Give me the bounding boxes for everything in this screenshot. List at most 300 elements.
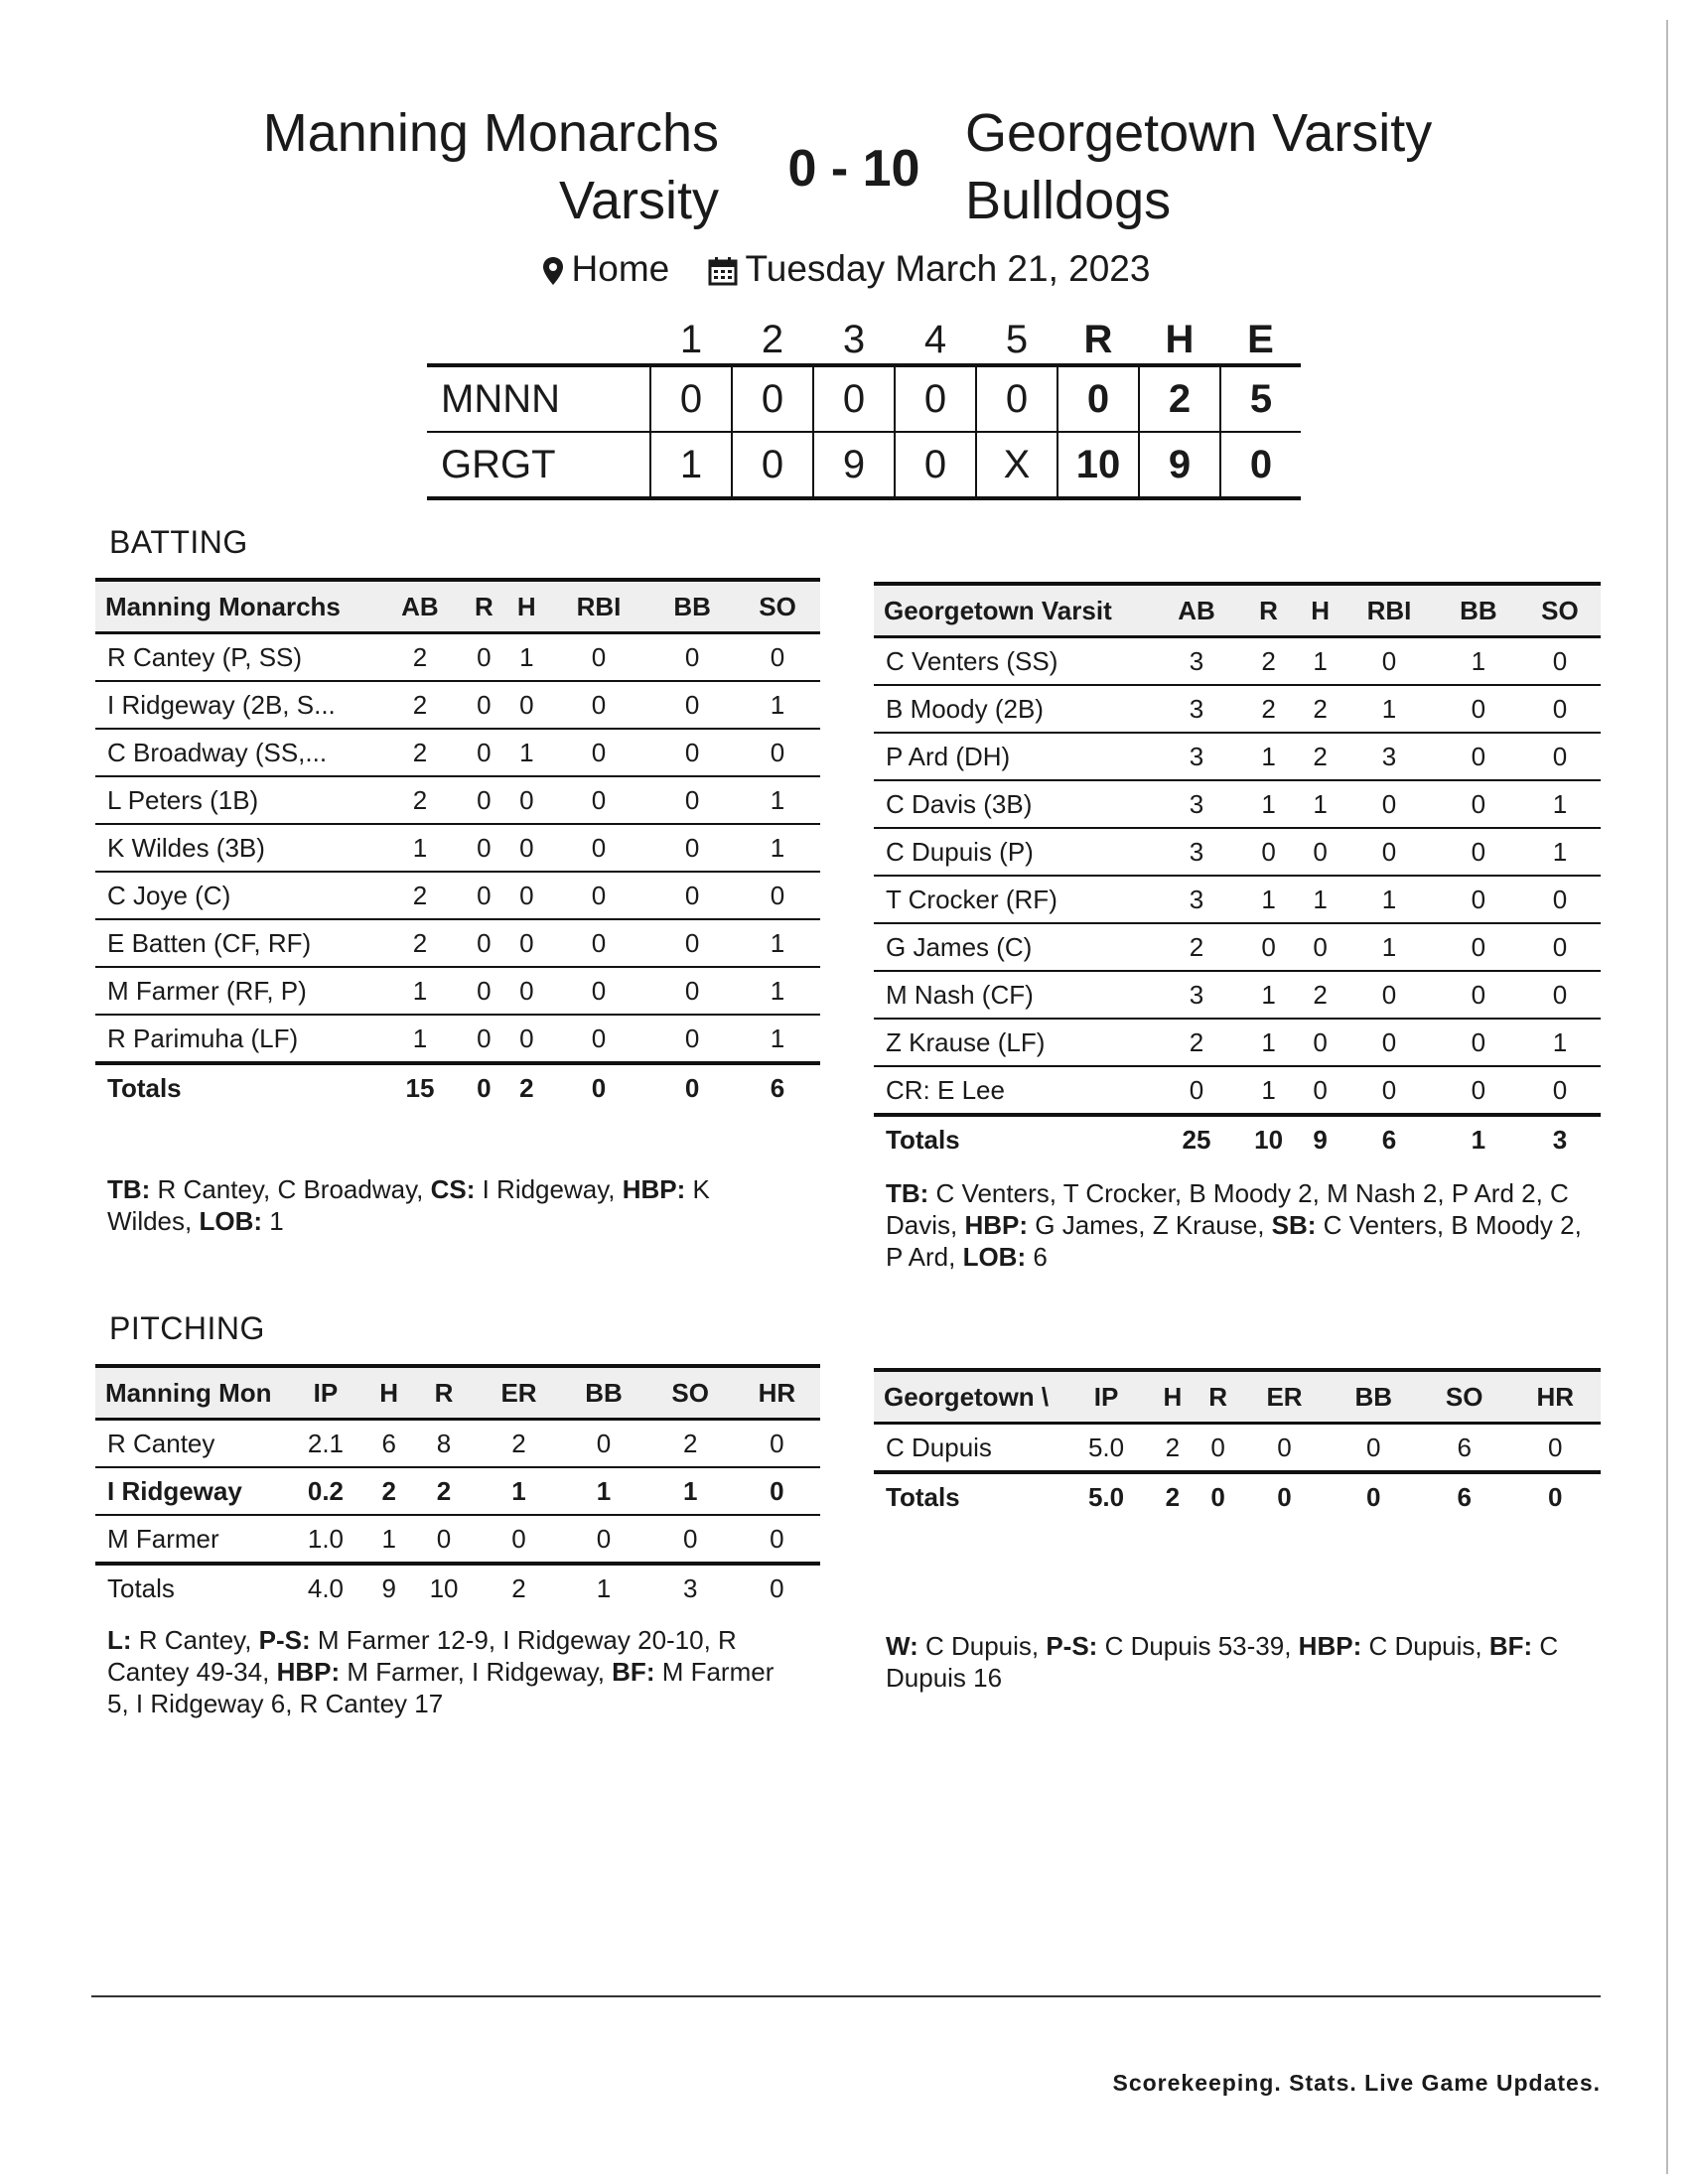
stat-cell: 0 xyxy=(548,681,649,729)
inning-header: 5 xyxy=(1005,317,1029,361)
stat-cell: 1 xyxy=(478,1467,561,1515)
stat-cell: 3 xyxy=(1156,685,1237,733)
stat-header: H xyxy=(1300,584,1340,637)
linescore-team: GRGT xyxy=(427,432,650,498)
stat-header: HR xyxy=(734,1366,820,1420)
stat-cell: 0 xyxy=(1519,637,1601,686)
stat-header: RBI xyxy=(548,580,649,633)
stat-cell: 0 xyxy=(560,1515,646,1564)
totals-row xyxy=(874,1472,1601,1520)
stat-cell: 2 xyxy=(410,1467,477,1515)
stat-cell: 1 xyxy=(1340,685,1438,733)
away-pitching-table xyxy=(874,1368,1601,1520)
note-label: HBP: xyxy=(964,1210,1029,1240)
stat-cell: 0 xyxy=(1438,1019,1519,1066)
stat-cell: 1 xyxy=(1300,637,1340,686)
note-label: LOB: xyxy=(199,1206,263,1236)
away-batting-notes xyxy=(886,1177,1601,1273)
stat-cell: 0 xyxy=(734,1515,820,1564)
stat-cell: 0 xyxy=(505,872,548,919)
stat-cell: 2 xyxy=(367,1467,411,1515)
errors-total: 0 xyxy=(1220,432,1301,498)
pitching-team-header: Manning Mon xyxy=(95,1366,284,1420)
stat-cell: 1 xyxy=(1300,876,1340,923)
inning-score: 0 xyxy=(732,365,813,432)
footer-divider xyxy=(91,1995,1601,1997)
player-name: C Joye (C) xyxy=(95,872,377,919)
stat-cell: 1 xyxy=(505,729,548,776)
stat-cell: 0 xyxy=(1438,876,1519,923)
stat-cell: 0 xyxy=(647,1515,734,1564)
table-row xyxy=(874,780,1601,828)
stat-cell: 0 xyxy=(1196,1424,1241,1473)
stat-cell: 1 xyxy=(735,967,820,1015)
linescore-header-row xyxy=(427,316,1301,365)
away-team-line1: Georgetown Varsity xyxy=(965,103,1433,163)
stat-header: R xyxy=(1196,1370,1241,1424)
stat-cell: 1 xyxy=(735,1015,820,1063)
stat-header: RBI xyxy=(1340,584,1438,637)
batting-section-title: BATTING xyxy=(109,524,248,560)
stat-cell: 0 xyxy=(1438,685,1519,733)
table-row xyxy=(874,1424,1601,1473)
stat-cell: 2 xyxy=(1300,733,1340,780)
stat-cell: 0 xyxy=(1438,971,1519,1019)
stat-cell: 2 xyxy=(377,681,463,729)
stat-cell: 8 xyxy=(410,1420,477,1468)
inning-score: 9 xyxy=(813,432,895,498)
player-name: T Crocker (RF) xyxy=(874,876,1156,923)
stat-cell: 1 xyxy=(1519,780,1601,828)
note-text: R Cantey, xyxy=(131,1625,259,1655)
stat-cell: 0 xyxy=(463,681,505,729)
away-batting-table xyxy=(874,582,1601,1162)
player-name: B Moody (2B) xyxy=(874,685,1156,733)
stat-cell: 3 xyxy=(1156,637,1237,686)
table-row xyxy=(874,685,1601,733)
location-info xyxy=(542,248,680,289)
stat-header: AB xyxy=(377,580,463,633)
stat-cell: 0 xyxy=(548,633,649,682)
stat-cell: 0 xyxy=(1438,1066,1519,1115)
note-text: C Dupuis, xyxy=(917,1631,1047,1661)
totals-cell: 2 xyxy=(505,1063,548,1111)
table-row xyxy=(874,876,1601,923)
table-row xyxy=(95,633,820,682)
home-team-name xyxy=(203,99,719,234)
stat-cell: 3 xyxy=(1156,828,1237,876)
stat-cell: 0 xyxy=(1340,971,1438,1019)
stat-cell: 1 xyxy=(1438,637,1519,686)
totals-cell: 1 xyxy=(560,1564,646,1611)
stat-cell: 1 xyxy=(1237,971,1300,1019)
stat-header: SO xyxy=(735,580,820,633)
stat-header: BB xyxy=(560,1366,646,1420)
totals-label: Totals xyxy=(874,1115,1156,1162)
stat-cell: 0 xyxy=(649,919,735,967)
stat-cell: 0 xyxy=(649,776,735,824)
stat-cell: 0 xyxy=(1438,923,1519,971)
stat-cell: 3 xyxy=(1156,780,1237,828)
player-name: M Farmer xyxy=(95,1515,284,1564)
note-label: LOB: xyxy=(962,1242,1027,1272)
calendar-icon xyxy=(708,256,738,286)
stat-cell: 2 xyxy=(478,1420,561,1468)
stat-cell: 2 xyxy=(1300,685,1340,733)
away-pitching-header-row xyxy=(874,1370,1601,1424)
table-row xyxy=(95,729,820,776)
stat-cell: 1 xyxy=(735,919,820,967)
inning-score: 0 xyxy=(813,365,895,432)
stat-cell: 1 xyxy=(377,1015,463,1063)
player-name: R Parimuha (LF) xyxy=(95,1015,377,1063)
batting-team-header: Georgetown Varsit xyxy=(874,584,1156,637)
linescore-row xyxy=(427,365,1301,432)
stat-cell: 0 xyxy=(505,1015,548,1063)
stat-cell: 0 xyxy=(1438,828,1519,876)
stat-cell: 0 xyxy=(463,824,505,872)
stat-cell: 1 xyxy=(1237,780,1300,828)
note-text: G James, Z Krause, xyxy=(1028,1210,1272,1240)
note-text: M Farmer 5, I Ridgeway 6, R Cantey 17 xyxy=(107,1657,775,1718)
stat-header: SO xyxy=(647,1366,734,1420)
inning-header: 2 xyxy=(761,317,784,361)
note-text: I Ridgeway, xyxy=(475,1174,623,1204)
stat-cell: 0 xyxy=(505,681,548,729)
date-text: Tuesday March 21, 2023 xyxy=(745,248,1151,289)
stat-header: H xyxy=(1150,1370,1196,1424)
inning-score: 0 xyxy=(976,365,1058,432)
stat-cell: 0 xyxy=(1509,1424,1601,1473)
player-name: Z Krause (LF) xyxy=(874,1019,1156,1066)
table-row xyxy=(95,776,820,824)
stat-cell: 0 xyxy=(1519,685,1601,733)
stat-cell: 0 xyxy=(649,729,735,776)
stat-cell: 6 xyxy=(1419,1424,1510,1473)
note-label: CS: xyxy=(430,1174,476,1204)
totals-cell: 3 xyxy=(1519,1115,1601,1162)
stat-cell: 0 xyxy=(548,919,649,967)
totals-cell: 15 xyxy=(377,1063,463,1111)
stat-cell: 0 xyxy=(1340,1066,1438,1115)
stat-cell: 1 xyxy=(1340,923,1438,971)
stat-header: IP xyxy=(284,1366,367,1420)
stat-header: HR xyxy=(1509,1370,1601,1424)
home-batting-table xyxy=(95,578,820,1111)
linescore-team: MNNN xyxy=(427,365,650,432)
date-info xyxy=(708,248,1151,289)
stat-header: R xyxy=(1237,584,1300,637)
table-row xyxy=(95,681,820,729)
errors-total: 5 xyxy=(1220,365,1301,432)
away-batting-body xyxy=(874,637,1601,1163)
note-label: W: xyxy=(886,1631,918,1661)
totals-cell: 6 xyxy=(1419,1472,1510,1520)
totals-cell: 0 xyxy=(1241,1472,1329,1520)
stat-cell: 0 xyxy=(735,633,820,682)
stat-cell: 0 xyxy=(463,1015,505,1063)
totals-cell: 0 xyxy=(649,1063,735,1111)
player-name: M Nash (CF) xyxy=(874,971,1156,1019)
stat-cell: 0 xyxy=(1340,637,1438,686)
table-row xyxy=(95,1015,820,1063)
home-team-line1: Manning Monarchs xyxy=(262,103,719,163)
stat-cell: 0 xyxy=(1300,1066,1340,1115)
stat-cell: 0 xyxy=(463,776,505,824)
totals-cell: 25 xyxy=(1156,1115,1237,1162)
away-team-line2: Bulldogs xyxy=(965,171,1172,230)
stat-cell: 0 xyxy=(735,729,820,776)
note-label: HBP: xyxy=(276,1657,341,1687)
note-label: HBP: xyxy=(622,1174,686,1204)
stat-cell: 0 xyxy=(1340,828,1438,876)
stat-cell: 0 xyxy=(1438,733,1519,780)
map-pin-icon xyxy=(542,256,564,286)
player-name: C Dupuis xyxy=(874,1424,1062,1473)
inning-score: 0 xyxy=(732,432,813,498)
stat-cell: 2 xyxy=(1237,637,1300,686)
game-meta xyxy=(0,248,1692,290)
stat-cell: 0 xyxy=(649,681,735,729)
player-name: L Peters (1B) xyxy=(95,776,377,824)
table-row xyxy=(874,971,1601,1019)
stat-cell: 2 xyxy=(377,633,463,682)
runs-header: R xyxy=(1083,317,1113,361)
stat-cell: 0 xyxy=(1519,971,1601,1019)
stat-cell: 2.1 xyxy=(284,1420,367,1468)
totals-cell: 5.0 xyxy=(1062,1472,1150,1520)
stat-cell: 0 xyxy=(1340,1019,1438,1066)
note-text: C Venters, B Moody 2, P Ard, xyxy=(886,1210,1582,1272)
note-text: 6 xyxy=(1026,1242,1048,1272)
stat-cell: 1 xyxy=(1237,876,1300,923)
totals-row xyxy=(874,1115,1601,1162)
stat-cell: 0 xyxy=(1438,780,1519,828)
stat-cell: 2 xyxy=(377,776,463,824)
note-text: C Venters, T Crocker, B Moody 2, M Nash 2, P Ard 2, C Davis, xyxy=(886,1178,1569,1240)
stat-cell: 0 xyxy=(1237,923,1300,971)
table-row xyxy=(95,872,820,919)
stat-cell: 1 xyxy=(1519,828,1601,876)
stat-header: H xyxy=(367,1366,411,1420)
pitching-team-header: Georgetown \ xyxy=(874,1370,1062,1424)
runs-total: 0 xyxy=(1058,365,1139,432)
home-pitching-body xyxy=(95,1420,820,1612)
stat-cell: 0 xyxy=(649,967,735,1015)
totals-cell: 2 xyxy=(478,1564,561,1611)
totals-cell: 0 xyxy=(548,1063,649,1111)
stat-cell: 1 xyxy=(377,824,463,872)
totals-row xyxy=(95,1063,820,1111)
home-team-line2: Varsity xyxy=(558,171,719,230)
stat-cell: 0 xyxy=(649,824,735,872)
stat-cell: 1 xyxy=(1300,780,1340,828)
runs-total: 10 xyxy=(1058,432,1139,498)
stat-cell: 2 xyxy=(377,872,463,919)
stat-cell: 1 xyxy=(1237,733,1300,780)
note-text: C Dupuis 53-39, xyxy=(1097,1631,1299,1661)
batting-team-header: Manning Monarchs xyxy=(95,580,377,633)
stat-header: SO xyxy=(1419,1370,1510,1424)
totals-cell: 10 xyxy=(410,1564,477,1611)
table-row xyxy=(95,1420,820,1468)
player-name: I Ridgeway xyxy=(95,1467,284,1515)
stat-cell: 0 xyxy=(735,872,820,919)
inning-header: 3 xyxy=(842,317,866,361)
stat-cell: 0 xyxy=(1519,1066,1601,1115)
stat-cell: 1 xyxy=(377,967,463,1015)
table-row xyxy=(95,1515,820,1564)
player-name: M Farmer (RF, P) xyxy=(95,967,377,1015)
stat-cell: 1 xyxy=(647,1467,734,1515)
stat-cell: 0 xyxy=(1156,1066,1237,1115)
table-row xyxy=(95,1467,820,1515)
table-row xyxy=(874,923,1601,971)
note-label: P-S: xyxy=(258,1625,311,1655)
stat-cell: 1 xyxy=(735,776,820,824)
table-row xyxy=(874,828,1601,876)
stat-cell: 0 xyxy=(505,919,548,967)
totals-cell: 0 xyxy=(463,1063,505,1111)
stat-cell: 2 xyxy=(1237,685,1300,733)
stat-cell: 0 xyxy=(734,1467,820,1515)
note-label: HBP: xyxy=(1298,1631,1362,1661)
footer-tagline: Scorekeeping. Stats. Live Game Updates. xyxy=(1112,2070,1601,2096)
stat-cell: 0 xyxy=(548,872,649,919)
stat-cell: 0 xyxy=(734,1420,820,1468)
note-text: M Farmer, I Ridgeway, xyxy=(340,1657,613,1687)
table-row xyxy=(95,824,820,872)
away-batting-header-row xyxy=(874,584,1601,637)
player-name: I Ridgeway (2B, S... xyxy=(95,681,377,729)
stat-header: R xyxy=(463,580,505,633)
stat-cell: 1 xyxy=(1237,1066,1300,1115)
table-row xyxy=(874,1019,1601,1066)
note-label: SB: xyxy=(1271,1210,1317,1240)
inning-score: 0 xyxy=(895,432,976,498)
player-name: C Broadway (SS,... xyxy=(95,729,377,776)
stat-cell: 5.0 xyxy=(1062,1424,1150,1473)
stat-header: H xyxy=(505,580,548,633)
stat-header: AB xyxy=(1156,584,1237,637)
player-name: CR: E Lee xyxy=(874,1066,1156,1115)
stat-cell: 1 xyxy=(1237,1019,1300,1066)
totals-row xyxy=(95,1564,820,1611)
stat-header: IP xyxy=(1062,1370,1150,1424)
stat-cell: 0 xyxy=(1519,923,1601,971)
stat-cell: 6 xyxy=(367,1420,411,1468)
stat-cell: 0 xyxy=(548,1015,649,1063)
table-row xyxy=(95,967,820,1015)
stat-cell: 1 xyxy=(505,633,548,682)
stat-cell: 0 xyxy=(1328,1424,1418,1473)
stat-cell: 3 xyxy=(1156,876,1237,923)
totals-cell: 10 xyxy=(1237,1115,1300,1162)
stat-cell: 0 xyxy=(463,919,505,967)
totals-cell: 6 xyxy=(735,1063,820,1111)
stat-cell: 2 xyxy=(377,729,463,776)
table-row xyxy=(874,733,1601,780)
totals-cell: 1 xyxy=(1438,1115,1519,1162)
stat-cell: 0 xyxy=(505,824,548,872)
stat-cell: 1 xyxy=(1519,1019,1601,1066)
hits-total: 9 xyxy=(1139,432,1220,498)
stat-cell: 0 xyxy=(1241,1424,1329,1473)
note-text: C Dupuis 16 xyxy=(886,1631,1559,1693)
hits-header: H xyxy=(1165,317,1195,361)
note-text: M Farmer 12-9, I Ridgeway 20-10, R Cantey 49-34, xyxy=(107,1625,737,1687)
stat-cell: 0.2 xyxy=(284,1467,367,1515)
stat-cell: 0 xyxy=(1237,828,1300,876)
home-pitching-table xyxy=(95,1364,820,1611)
home-batting-notes xyxy=(107,1173,782,1237)
totals-label: Totals xyxy=(874,1472,1062,1520)
stat-header: R xyxy=(410,1366,477,1420)
totals-cell: 0 xyxy=(1196,1472,1241,1520)
player-name: R Cantey xyxy=(95,1420,284,1468)
stat-cell: 2 xyxy=(1300,971,1340,1019)
away-team-name xyxy=(965,99,1521,234)
stat-cell: 0 xyxy=(548,824,649,872)
stat-header: BB xyxy=(649,580,735,633)
stat-header: ER xyxy=(478,1366,561,1420)
totals-cell: 3 xyxy=(647,1564,734,1611)
stat-cell: 0 xyxy=(463,967,505,1015)
stat-cell: 0 xyxy=(649,633,735,682)
stat-cell: 1.0 xyxy=(284,1515,367,1564)
stat-cell: 0 xyxy=(649,1015,735,1063)
stat-cell: 2 xyxy=(1156,923,1237,971)
inning-score: 0 xyxy=(650,365,732,432)
note-label: TB: xyxy=(886,1178,929,1208)
player-name: C Davis (3B) xyxy=(874,780,1156,828)
player-name: P Ard (DH) xyxy=(874,733,1156,780)
stat-cell: 0 xyxy=(1519,876,1601,923)
stat-cell: 0 xyxy=(1519,733,1601,780)
inning-score: 0 xyxy=(895,365,976,432)
stat-header: ER xyxy=(1241,1370,1329,1424)
note-label: BF: xyxy=(612,1657,655,1687)
table-row xyxy=(95,919,820,967)
linescore-team-header xyxy=(427,316,650,365)
note-text: C Dupuis, xyxy=(1361,1631,1489,1661)
errors-header: E xyxy=(1247,317,1274,361)
stat-cell: 0 xyxy=(463,633,505,682)
totals-cell: 0 xyxy=(1509,1472,1601,1520)
page-edge xyxy=(1666,20,1668,2174)
away-pitching-body xyxy=(874,1424,1601,1521)
totals-cell: 0 xyxy=(1328,1472,1418,1520)
note-label: TB: xyxy=(107,1174,151,1204)
totals-cell: 0 xyxy=(734,1564,820,1611)
totals-label: Totals xyxy=(95,1564,284,1611)
stat-cell: 0 xyxy=(1300,1019,1340,1066)
stat-cell: 0 xyxy=(1300,828,1340,876)
stat-cell: 0 xyxy=(478,1515,561,1564)
home-batting-body xyxy=(95,633,820,1112)
stat-cell: 0 xyxy=(560,1420,646,1468)
stat-cell: 0 xyxy=(505,967,548,1015)
stat-cell: 0 xyxy=(1340,780,1438,828)
note-label: P-S: xyxy=(1046,1631,1098,1661)
player-name: E Batten (CF, RF) xyxy=(95,919,377,967)
player-name: R Cantey (P, SS) xyxy=(95,633,377,682)
location-text: Home xyxy=(571,248,670,289)
totals-cell: 4.0 xyxy=(284,1564,367,1611)
note-label: L: xyxy=(107,1625,132,1655)
stat-cell: 3 xyxy=(1156,971,1237,1019)
stat-cell: 1 xyxy=(735,681,820,729)
